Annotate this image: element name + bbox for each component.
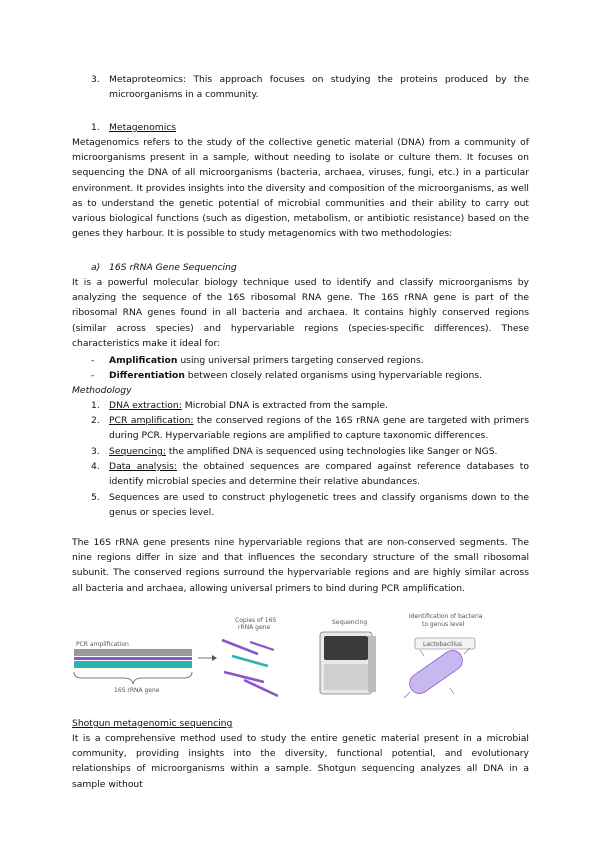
rrna-heading: 16S rRNA Gene Sequencing <box>109 262 237 273</box>
metagenomics-paragraph: Metagenomics refers to the study of the collective genetic material (DNA) from a community of microorganisms present in a sample, without needing to isolate or culture them. It focuses on sequencing the DNA of all microorganisms (bacteria, archaea, viruses, fungi, etc.) in a particular environment. It provides insights into the diversity and composition of the microorganisms, as well as to understand the genetic potential of microbial communities and their ability to carry out various biological functions (such as digestion, metabolism, or antibiotic resistance) based on the genes they harbour. It is possible to study metagenomics with two methodologies: <box>72 137 529 240</box>
arrow-head-icon <box>212 655 217 661</box>
identification-label-2: to genus level <box>422 621 465 628</box>
gene-label: 16S rRNA gene <box>114 687 160 694</box>
shotgun-paragraph: It is a comprehensive method used to study the entire genetic material present in a microbial community, providing insights into the diversity, functional potential, and evolutionary relationships of microorganisms within a sample. Shotgun sequencing analyzes all DNA in a sample without <box>72 733 529 790</box>
bullet-dash: - <box>91 370 95 381</box>
pcr-strand-teal <box>74 661 192 668</box>
subsection-marker: a) <box>91 262 101 273</box>
step-term: Data analysis: <box>109 461 178 472</box>
step-item <box>109 444 529 459</box>
bullet-term: Amplification <box>109 355 178 366</box>
step-item <box>109 413 529 443</box>
pcr-primer-purple <box>74 657 192 660</box>
16s-sequencing-figure <box>72 606 532 706</box>
step-number: 2. <box>91 415 100 426</box>
pcr-label: PCR amplification <box>76 641 129 648</box>
copies-label-1: Copies of 16S <box>235 617 277 624</box>
metaproteomics-item: Metaproteomics: This approach focuses on studying the proteins produced by the microorganisms in a community. <box>109 74 529 101</box>
identification-label-1: Identification of bacteria <box>409 613 483 620</box>
step-text: the conserved regions of the 16S rRNA gene are targeted with primers during PCR. Hypervariable regions are amplified to capture taxonomic differences. <box>109 415 529 442</box>
step-term: DNA extraction: <box>109 400 182 411</box>
step-text: Sequences are used to construct phylogenetic trees and classify organisms down to the genus or species level. <box>109 492 529 519</box>
bacterium-icon <box>404 647 470 698</box>
step-term: PCR amplification: <box>109 415 194 426</box>
hypervariable-paragraph: The 16S rRNA gene presents nine hypervariable regions that are non-conserved segments. The nine regions differ in size and that influences the secondary structure of the small ribosomal subunit. The conserved regions surround the hypervariable regions and are highly similar across all bacteria and archaea, allowing universal primers to bind during PCR amplification. <box>72 537 529 594</box>
bacterium-label: Lactobacillus <box>423 641 463 648</box>
methodology-label: Methodology <box>72 385 132 396</box>
bullet-dash: - <box>91 355 95 366</box>
bullet-item <box>109 368 529 383</box>
step-item <box>109 490 529 520</box>
step-number: 3. <box>91 446 100 457</box>
bullet-term: Differentiation <box>109 370 185 381</box>
gene-brace <box>74 672 192 684</box>
list-number: 3. <box>91 74 100 85</box>
shotgun-heading: Shotgun metagenomic sequencing <box>72 718 233 729</box>
step-text: the amplified DNA is sequenced using technologies like Sanger or NGS. <box>165 446 498 457</box>
metagenomics-heading: Metagenomics <box>109 122 177 133</box>
bullet-item <box>109 353 529 368</box>
copies-label-2: rRNA gene <box>238 624 271 631</box>
step-number: 4. <box>91 461 100 472</box>
step-item <box>109 459 529 489</box>
step-number: 5. <box>91 492 100 503</box>
pcr-strand-grey <box>74 649 192 656</box>
section-number: 1. <box>91 122 100 133</box>
dna-copies-icon <box>222 640 278 696</box>
rrna-paragraph: It is a powerful molecular biology technique used to identify and classify microorganisms by analyzing the sequence of the 16S ribosomal RNA gene. The 16S rRNA gene is part of the ribosomal RNA genes found in all bacteria and archaea. It contains highly conserved regions (similar across species) and hypervariable regions (species-specific differences). These characteristics make it ideal for: <box>72 277 529 349</box>
step-item <box>109 398 529 413</box>
step-text: Microbial DNA is extracted from the sample. <box>181 400 389 411</box>
step-number: 1. <box>91 400 100 411</box>
step-term: Sequencing: <box>109 446 166 457</box>
bullet-text: between closely related organisms using hypervariable regions. <box>184 370 482 381</box>
bullet-text: using universal primers targeting conserved regions. <box>177 355 424 366</box>
sequencer-machine-icon <box>320 632 376 694</box>
step-text: the obtained sequences are compared against reference databases to identify microbial species and determine their relative abundances. <box>109 461 529 488</box>
sequencing-label: Sequencing <box>332 619 368 626</box>
